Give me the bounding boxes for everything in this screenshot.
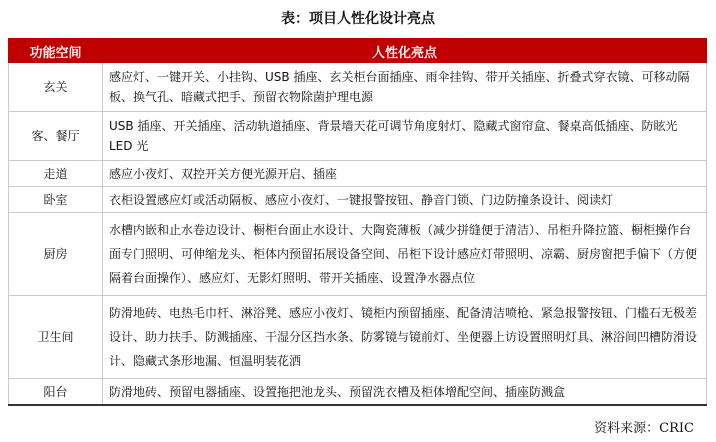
features-cell: 水槽内嵌和止水卷边设计、橱柜台面止水设计、大陶瓷薄板（减少拼缝便于清洁）、吊柜升降拉篮、橱柜操作台面专门照明、可伸缩龙头、柜体内预留拓展设备空间、吊柜下设计感应灯带照明、凉霸、厨房窗把手偏下（方便隔着台面操作）、感应灯、无影灯照明、带开关插座、设置净水器点位 [103,213,707,296]
space-cell: 玄关 [9,63,103,112]
space-cell: 客、餐厅 [9,112,103,161]
features-cell: 防滑地砖、预留电器插座、设置拖把池龙头、预留洗衣槽及柜体增配空间、插座防溅盒 [103,379,707,406]
source-note: 资料来源：CRIC [594,421,694,436]
table-row [9,63,707,112]
table-row [9,187,707,213]
features-table [8,38,707,406]
space-cell: 阳台 [9,379,103,406]
header-features: 人性化亮点 [103,39,707,63]
header-space: 功能空间 [9,39,103,63]
table-row [9,161,707,187]
table-row [9,296,707,379]
features-cell: 感应灯、一键开关、小挂钩、USB 插座、玄关柜台面插座、雨伞挂钩、带开关插座、折叠式穿衣镜、可移动隔板、换气孔、暗藏式把手、预留衣物除菌护理电源 [103,63,707,112]
table-row [9,379,707,406]
space-cell: 卧室 [9,187,103,213]
table-row [9,213,707,296]
space-cell: 厨房 [9,213,103,296]
space-cell: 卫生间 [9,296,103,379]
features-cell: USB 插座、开关插座、活动轨道插座、背景墙天花可调节角度射灯、隐藏式窗帘盒、餐桌高低插座、防眩光 LED 光 [103,112,707,161]
features-cell: 衣柜设置感应灯或活动隔板、感应小夜灯、一键报警按钮、静音门锁、门边防撞条设计、阅读灯 [103,187,707,213]
table-row [9,112,707,161]
table-title: 表：项目人性化设计亮点 [281,11,435,27]
features-cell: 防滑地砖、电热毛巾杆、淋浴凳、感应小夜灯、镜柜内预留插座、配备清洁喷枪、紧急报警按钮、门槛石无极差设计、助力扶手、防溅插座、干湿分区挡水条、防雾镜与镜前灯、坐便器上访设置照明灯具、淋浴间凹槽防滑设计、隐藏式条形地漏、恒温明装花洒 [103,296,707,379]
table-header-row [9,39,707,63]
space-cell: 走道 [9,161,103,187]
features-cell: 感应小夜灯、双控开关方便光源开启、插座 [103,161,707,187]
